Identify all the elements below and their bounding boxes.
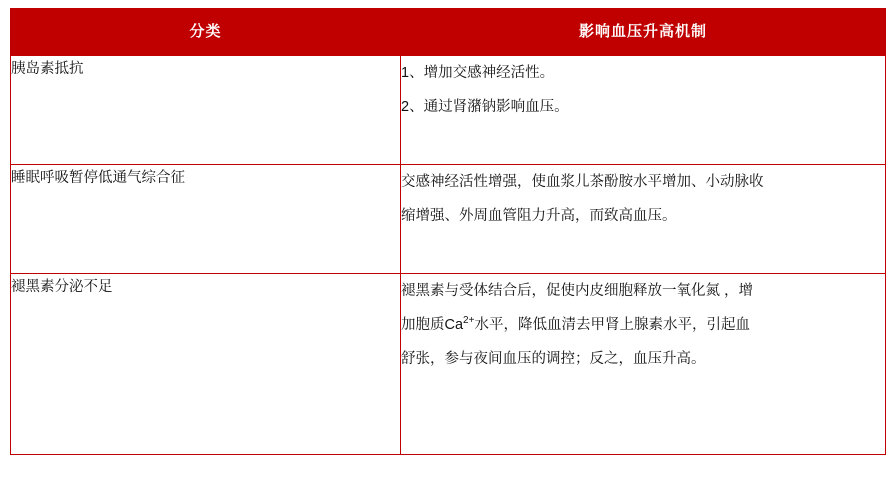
column-header-category: 分类 [11,9,401,56]
mechanism-line: 褪黑素与受体结合后，促使内皮细胞释放一氧化氮 ，增 [401,283,754,299]
mechanism-line: 缩增强、外周血管阻力升高，而致高血压。 [401,208,677,224]
table-row [11,56,886,165]
table-container [10,8,885,455]
table-row [11,274,886,455]
table-row [11,165,886,274]
blood-pressure-mechanism-table [10,8,886,455]
mechanism-line: 交感神经活性增强，使血浆儿茶酚胺水平增加、小动脉收 [401,174,764,190]
mechanism-line-text: 加胞质$Ca^{2+}$水平，降低血清去甲肾上腺素水平，引起血 [401,315,750,333]
table-header-row [11,9,886,56]
cell-category [11,274,401,455]
mechanism-line: 2、通过肾潴钠影响血压。 [401,99,569,115]
table-body [11,56,886,455]
category-text: 胰岛素抵抗 [11,61,84,77]
table-header [11,9,886,56]
category-text: 褪黑素分泌不足 [11,279,113,295]
category-text: 睡眠呼吸暂停低通气综合征 [11,170,185,186]
cell-mechanism [401,165,886,274]
mechanism-line [401,308,885,342]
column-header-mechanism: 影响血压升高机制 [401,9,886,56]
cell-category [11,56,401,165]
mechanism-line: 1、增加交感神经活性。 [401,65,555,81]
cell-category [11,165,401,274]
mechanism-line: 舒张，参与夜间血压的调控；反之，血压升高。 [401,351,706,367]
cell-mechanism [401,274,886,455]
cell-mechanism [401,56,886,165]
